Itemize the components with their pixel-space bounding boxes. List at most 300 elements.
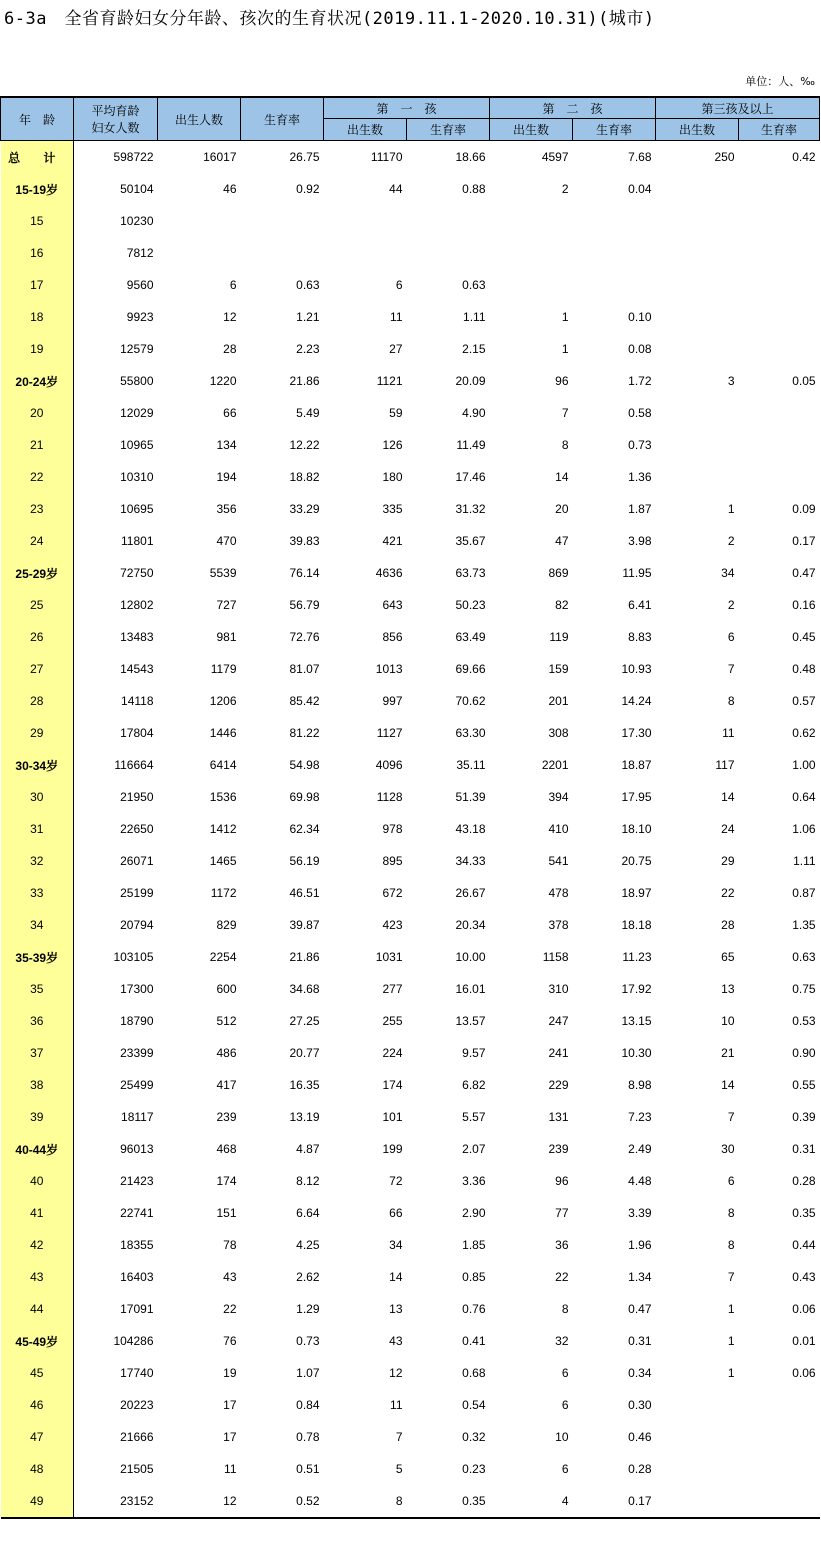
fertility-rate-cell: 81.07 — [289, 662, 320, 676]
births-cell: 46 — [223, 182, 237, 196]
women-count-cell: 21666 — [120, 1430, 154, 1444]
fertility-rate-cell: 5.49 — [296, 406, 320, 420]
header-births: 出生人数 — [158, 97, 241, 141]
third-child-births-cell: 13 — [721, 982, 735, 996]
fertility-rate-cell: 18.82 — [289, 470, 320, 484]
first-child-rate-cell: 0.76 — [462, 1302, 486, 1316]
second-child-births-cell: 239 — [548, 1142, 569, 1156]
second-child-births-cell: 159 — [548, 662, 569, 676]
first-child-births-cell: 4636 — [375, 566, 403, 580]
third-child-births-cell: 250 — [714, 150, 735, 164]
women-count-cell: 9923 — [126, 310, 154, 324]
first-child-births-cell: 8 — [324, 1485, 407, 1518]
first-child-births-cell: 180 — [382, 470, 403, 484]
second-child-births-cell: 14 — [555, 470, 569, 484]
women-count-cell: 96013 — [120, 1142, 154, 1156]
third-child-births-cell: 34 — [721, 566, 735, 580]
women-count-cell: 17300 — [120, 982, 154, 996]
fertility-rate-cell: 4.25 — [296, 1238, 320, 1252]
second-child-rate-cell — [573, 205, 656, 237]
age-cell: 47 — [1, 1421, 74, 1453]
fertility-rate-cell: 12.22 — [289, 438, 320, 452]
second-child-rate-cell: 0.08 — [628, 342, 652, 356]
women-count-cell: 598722 — [113, 150, 154, 164]
age-cell: 25 — [1, 589, 74, 621]
third-child-births-cell: 2 — [727, 534, 735, 548]
table-row — [1, 1101, 820, 1133]
table-row — [1, 1005, 820, 1037]
first-child-rate-cell: 34.33 — [455, 854, 486, 868]
header-first-child: 第 一 孩 — [324, 97, 490, 119]
first-child-births-cell: 59 — [389, 406, 403, 420]
fertility-rate-cell: 6.64 — [296, 1206, 320, 1220]
fertility-rate-cell: 8.12 — [296, 1174, 320, 1188]
table-row — [1, 1197, 820, 1229]
group-row — [1, 749, 820, 781]
fertility-rate-cell: 33.29 — [289, 502, 320, 516]
fertility-rate-cell: 0.52 — [241, 1485, 324, 1518]
table-row — [1, 621, 820, 653]
table-row — [1, 397, 820, 429]
fertility-rate-cell: 1.07 — [296, 1366, 320, 1380]
fertility-rate-cell: 0.73 — [296, 1334, 320, 1348]
table-row — [1, 1453, 820, 1485]
births-cell: 727 — [216, 598, 237, 612]
births-cell: 470 — [216, 534, 237, 548]
age-cell: 45-49岁 — [1, 1325, 74, 1357]
age-cell: 31 — [1, 813, 74, 845]
first-child-births-cell: 643 — [382, 598, 403, 612]
second-child-rate-cell: 1.87 — [628, 502, 652, 516]
women-count-cell: 7812 — [126, 246, 154, 260]
women-count-cell: 14543 — [120, 662, 154, 676]
second-child-rate-cell: 17.95 — [621, 790, 652, 804]
third-child-births-cell: 14 — [721, 1078, 735, 1092]
age-cell: 20 — [1, 397, 74, 429]
age-cell: 45 — [1, 1357, 74, 1389]
women-count-cell: 17091 — [120, 1302, 154, 1316]
third-child-births-cell — [656, 205, 739, 237]
age-cell: 48 — [1, 1453, 74, 1485]
first-child-rate-cell: 31.32 — [455, 502, 486, 516]
page-title: 6-3a 全省育龄妇女分年龄、孩次的生育状况(2019.11.1-2020.10.31)(城市) — [4, 9, 655, 29]
first-child-births-cell: 1127 — [376, 726, 403, 740]
third-child-births-cell — [656, 1421, 739, 1453]
third-child-births-cell: 1 — [727, 1302, 735, 1316]
group-row — [1, 1133, 820, 1165]
age-cell: 26 — [1, 621, 74, 653]
second-child-births-cell: 6 — [561, 1462, 569, 1476]
second-child-births-cell — [490, 237, 573, 269]
third-child-rate-cell: 0.09 — [792, 502, 816, 516]
first-child-births-cell: 34 — [389, 1238, 403, 1252]
age-cell: 24 — [1, 525, 74, 557]
header-avg-women — [74, 97, 158, 141]
third-child-births-cell — [656, 1485, 739, 1518]
table-row — [1, 1261, 820, 1293]
table-row — [1, 653, 820, 685]
second-child-births-cell — [490, 269, 573, 301]
women-count-cell: 23399 — [120, 1046, 154, 1060]
header-third-child: 第三孩及以上 — [656, 97, 820, 119]
first-child-rate-cell: 63.73 — [455, 566, 486, 580]
sub-header-rate: 生育率 — [573, 119, 656, 141]
fertility-rate-cell: 39.87 — [289, 918, 320, 932]
third-child-births-cell — [656, 237, 739, 269]
first-child-rate-cell: 1.85 — [462, 1238, 486, 1252]
first-child-births-cell: 174 — [382, 1078, 403, 1092]
women-count-cell: 104286 — [113, 1334, 154, 1348]
women-count-cell: 21950 — [120, 790, 154, 804]
third-child-births-cell: 3 — [727, 374, 735, 388]
second-child-births-cell: 869 — [548, 566, 569, 580]
third-child-births-cell: 7 — [727, 662, 735, 676]
third-child-births-cell: 10 — [721, 1014, 735, 1028]
women-count-cell: 16403 — [120, 1270, 154, 1284]
fertility-rate-cell: 13.19 — [289, 1110, 320, 1124]
births-cell: 6 — [229, 278, 237, 292]
header-avg-women-line2: 妇女人数 — [91, 121, 140, 135]
third-child-births-cell — [656, 269, 739, 301]
first-child-births-cell: 72 — [389, 1174, 403, 1188]
first-child-rate-cell: 26.67 — [455, 886, 486, 900]
third-child-births-cell: 1 — [727, 1366, 735, 1380]
age-cell: 36 — [1, 1005, 74, 1037]
second-child-births-cell: 1 — [561, 310, 569, 324]
first-child-rate-cell: 20.34 — [455, 918, 486, 932]
first-child-births-cell: 1013 — [375, 662, 403, 676]
second-child-births-cell: 410 — [548, 822, 569, 836]
third-child-rate-cell — [739, 1389, 820, 1421]
fertility-rate-cell: 0.63 — [296, 278, 320, 292]
third-child-rate-cell: 0.87 — [792, 886, 816, 900]
second-child-rate-cell: 7.23 — [628, 1110, 652, 1124]
header-age: 年 龄 — [1, 97, 74, 141]
age-cell: 27 — [1, 653, 74, 685]
group-row — [1, 365, 820, 397]
second-child-rate-cell: 11.95 — [622, 566, 652, 580]
age-cell: 19 — [1, 333, 74, 365]
women-count-cell: 10695 — [120, 502, 154, 516]
third-child-rate-cell: 0.64 — [792, 790, 816, 804]
third-child-births-cell — [656, 1453, 739, 1485]
births-cell: 2254 — [209, 950, 237, 964]
fertility-rate-cell: 4.87 — [296, 1142, 320, 1156]
first-child-rate-cell: 70.62 — [455, 694, 486, 708]
births-cell: 829 — [216, 918, 237, 932]
fertility-rate-cell: 21.86 — [289, 950, 320, 964]
age-cell: 30-34岁 — [1, 749, 74, 781]
first-child-rate-cell: 18.66 — [455, 150, 486, 164]
second-child-rate-cell: 8.83 — [628, 630, 652, 644]
births-cell: 12 — [223, 310, 237, 324]
age-cell: 17 — [1, 269, 74, 301]
second-child-births-cell: 96 — [555, 1174, 569, 1188]
second-child-rate-cell: 17.92 — [621, 982, 652, 996]
births-cell: 22 — [223, 1302, 237, 1316]
second-child-rate-cell: 0.46 — [628, 1430, 652, 1444]
births-cell: 11 — [224, 1462, 237, 1476]
births-cell: 66 — [223, 406, 237, 420]
third-child-births-cell: 30 — [721, 1142, 735, 1156]
second-child-rate-cell: 20.75 — [621, 854, 652, 868]
third-child-rate-cell: 1.35 — [792, 918, 816, 932]
third-child-births-cell — [656, 173, 739, 205]
second-child-births-cell: 241 — [548, 1046, 569, 1060]
age-cell: 42 — [1, 1229, 74, 1261]
third-child-rate-cell: 0.45 — [792, 630, 816, 644]
third-child-rate-cell: 0.06 — [792, 1302, 816, 1316]
age-cell: 22 — [1, 461, 74, 493]
fertility-rate-cell: 1.29 — [296, 1302, 320, 1316]
third-child-rate-cell: 0.39 — [792, 1110, 816, 1124]
first-child-rate-cell: 1.11 — [463, 310, 486, 324]
age-cell: 32 — [1, 845, 74, 877]
fertility-rate-cell: 54.98 — [289, 758, 320, 772]
table-row — [1, 1357, 820, 1389]
fertility-rate-cell: 56.79 — [289, 598, 320, 612]
births-cell: 28 — [223, 342, 237, 356]
third-child-births-cell: 6 — [727, 630, 735, 644]
fertility-rate-cell: 62.34 — [289, 822, 320, 836]
fertility-rate-cell: 81.22 — [289, 726, 320, 740]
first-child-births-cell: 6 — [395, 278, 403, 292]
table-row — [1, 493, 820, 525]
fertility-rate-cell: 0.51 — [296, 1462, 320, 1476]
age-cell: 43 — [1, 1261, 74, 1293]
fertility-rate-cell: 0.92 — [296, 182, 320, 196]
third-child-births-cell: 29 — [721, 854, 735, 868]
second-child-births-cell: 4597 — [541, 150, 569, 164]
births-cell: 6414 — [209, 758, 237, 772]
third-child-rate-cell: 0.43 — [792, 1270, 816, 1284]
second-child-rate-cell: 7.68 — [628, 150, 652, 164]
group-row — [1, 1325, 820, 1357]
table-body — [1, 141, 820, 1519]
second-child-births-cell: 2 — [561, 182, 569, 196]
third-child-births-cell — [656, 301, 739, 333]
third-child-births-cell: 1 — [727, 502, 735, 516]
first-child-rate-cell: 5.57 — [462, 1110, 486, 1124]
first-child-rate-cell: 2.90 — [462, 1206, 486, 1220]
third-child-rate-cell — [739, 1453, 820, 1485]
births-cell: 1179 — [210, 662, 237, 676]
second-child-births-cell: 32 — [555, 1334, 569, 1348]
table-row — [1, 1389, 820, 1421]
first-child-rate-cell: 63.49 — [455, 630, 486, 644]
third-child-rate-cell: 1.11 — [793, 854, 816, 868]
births-cell: 19 — [223, 1366, 237, 1380]
third-child-rate-cell: 0.05 — [792, 374, 816, 388]
first-child-births-cell: 423 — [382, 918, 403, 932]
first-child-births-cell: 895 — [382, 854, 403, 868]
second-child-births-cell: 394 — [548, 790, 569, 804]
first-child-births-cell: 672 — [382, 886, 403, 900]
births-cell: 1412 — [209, 822, 237, 836]
sub-header-rate: 生育率 — [407, 119, 490, 141]
first-child-births-cell: 126 — [382, 438, 403, 452]
second-child-rate-cell: 1.72 — [628, 374, 652, 388]
sub-header-births: 出生数 — [656, 119, 739, 141]
third-child-births-cell: 28 — [721, 918, 735, 932]
third-child-rate-cell: 0.62 — [792, 726, 816, 740]
age-cell: 46 — [1, 1389, 74, 1421]
second-child-births-cell: 7 — [561, 406, 569, 420]
first-child-rate-cell: 6.82 — [462, 1078, 486, 1092]
births-cell: 486 — [216, 1046, 237, 1060]
births-cell: 76 — [223, 1334, 237, 1348]
second-child-births-cell: 478 — [548, 886, 569, 900]
first-child-rate-cell: 63.30 — [455, 726, 486, 740]
women-count-cell: 72750 — [120, 566, 154, 580]
fertility-table — [0, 96, 820, 1519]
second-child-births-cell — [490, 205, 573, 237]
first-child-births-cell: 335 — [382, 502, 403, 516]
first-child-rate-cell: 0.35 — [407, 1485, 490, 1518]
first-child-births-cell: 11 — [390, 310, 403, 324]
first-child-rate-cell: 11.49 — [456, 438, 486, 452]
second-child-births-cell: 1158 — [542, 950, 569, 964]
births-cell: 1172 — [210, 886, 237, 900]
table-row — [1, 1229, 820, 1261]
women-count-cell: 116664 — [114, 758, 154, 772]
first-child-births-cell: 1121 — [376, 374, 403, 388]
second-child-rate-cell: 10.93 — [621, 662, 652, 676]
age-cell: 23 — [1, 493, 74, 525]
second-child-rate-cell: 3.98 — [628, 534, 652, 548]
first-child-rate-cell: 4.90 — [462, 406, 486, 420]
fertility-rate-cell: 20.77 — [289, 1046, 320, 1060]
age-cell: 44 — [1, 1293, 74, 1325]
second-child-births-cell: 8 — [561, 438, 569, 452]
fertility-rate-cell: 0.84 — [296, 1398, 320, 1412]
women-count-cell: 12029 — [120, 406, 154, 420]
fertility-rate-cell: 2.62 — [296, 1270, 320, 1284]
second-child-rate-cell: 14.24 — [621, 694, 652, 708]
first-child-births-cell: 997 — [382, 694, 403, 708]
second-child-births-cell: 378 — [548, 918, 569, 932]
third-child-births-cell: 1 — [727, 1334, 735, 1348]
women-count-cell: 55800 — [120, 374, 154, 388]
women-count-cell: 10965 — [120, 438, 154, 452]
fertility-rate-cell: 0.78 — [296, 1430, 320, 1444]
third-child-births-cell: 7 — [727, 1270, 735, 1284]
first-child-rate-cell: 20.09 — [455, 374, 486, 388]
first-child-rate-cell: 0.54 — [462, 1398, 486, 1412]
second-child-births-cell: 247 — [548, 1014, 569, 1028]
second-child-rate-cell: 0.34 — [628, 1366, 652, 1380]
table-row — [1, 1485, 820, 1518]
first-child-rate-cell: 0.88 — [462, 182, 486, 196]
second-child-rate-cell — [573, 269, 656, 301]
third-child-rate-cell — [739, 269, 820, 301]
table-row — [1, 1293, 820, 1325]
third-child-births-cell: 8 — [727, 694, 735, 708]
second-child-births-cell: 77 — [555, 1206, 569, 1220]
third-child-rate-cell: 0.57 — [792, 694, 816, 708]
first-child-rate-cell: 10.00 — [455, 950, 486, 964]
births-cell — [158, 237, 241, 269]
first-child-births-cell: 224 — [382, 1046, 403, 1060]
births-cell: 600 — [216, 982, 237, 996]
table-row — [1, 845, 820, 877]
fertility-rate-cell: 34.68 — [289, 982, 320, 996]
first-child-rate-cell: 3.36 — [462, 1174, 486, 1188]
women-count-cell: 25199 — [120, 886, 154, 900]
third-child-births-cell — [656, 333, 739, 365]
second-child-rate-cell: 10.30 — [621, 1046, 652, 1060]
first-child-births-cell: 5 — [395, 1462, 403, 1476]
births-cell: 1206 — [209, 694, 237, 708]
first-child-rate-cell: 0.68 — [462, 1366, 486, 1380]
second-child-births-cell: 8 — [561, 1302, 569, 1316]
table-row — [1, 685, 820, 717]
women-count-cell: 21505 — [120, 1462, 154, 1476]
second-child-births-cell: 119 — [549, 630, 569, 644]
header-avg-women-line1: 平均育龄 — [91, 104, 140, 118]
fertility-rate-cell: 21.86 — [289, 374, 320, 388]
age-cell: 35 — [1, 973, 74, 1005]
women-count-cell: 21423 — [120, 1174, 154, 1188]
table-row — [1, 909, 820, 941]
women-count-cell: 9560 — [126, 278, 154, 292]
second-child-births-cell: 4 — [490, 1485, 573, 1518]
women-count-cell: 12802 — [120, 598, 154, 612]
table-row — [1, 461, 820, 493]
third-child-rate-cell — [739, 173, 820, 205]
table-row — [1, 1165, 820, 1197]
second-child-rate-cell: 1.36 — [628, 470, 652, 484]
third-child-rate-cell: 0.63 — [792, 950, 816, 964]
third-child-rate-cell: 0.48 — [792, 662, 816, 676]
first-child-births-cell: 1031 — [375, 950, 403, 964]
births-cell: 356 — [216, 502, 237, 516]
first-child-rate-cell: 0.41 — [462, 1334, 486, 1348]
third-child-rate-cell: 0.28 — [792, 1174, 816, 1188]
third-child-rate-cell: 0.06 — [792, 1366, 816, 1380]
first-child-rate-cell: 35.67 — [455, 534, 486, 548]
second-child-births-cell: 2201 — [541, 758, 569, 772]
first-child-births-cell: 101 — [382, 1110, 403, 1124]
second-child-rate-cell: 0.58 — [628, 406, 652, 420]
age-cell: 49 — [1, 1485, 74, 1518]
births-cell: 194 — [216, 470, 237, 484]
age-cell: 16 — [1, 237, 74, 269]
fertility-rate-cell: 2.23 — [296, 342, 320, 356]
third-child-births-cell: 7 — [727, 1110, 735, 1124]
women-count-cell: 12579 — [120, 342, 154, 356]
women-count-cell: 50104 — [120, 182, 154, 196]
third-child-rate-cell: 0.17 — [792, 534, 816, 548]
births-cell: 239 — [216, 1110, 237, 1124]
first-child-births-cell: 978 — [382, 822, 403, 836]
first-child-rate-cell — [407, 205, 490, 237]
table-row — [1, 1069, 820, 1101]
age-cell: 41 — [1, 1197, 74, 1229]
third-child-rate-cell: 0.90 — [792, 1046, 816, 1060]
second-child-rate-cell: 0.17 — [573, 1485, 656, 1518]
births-cell: 17 — [223, 1398, 237, 1412]
first-child-births-cell: 14 — [389, 1270, 403, 1284]
women-count-cell: 22741 — [120, 1206, 154, 1220]
table-row — [1, 589, 820, 621]
fertility-rate-cell: 26.75 — [289, 150, 320, 164]
first-child-births-cell: 255 — [382, 1014, 403, 1028]
third-child-births-cell: 6 — [727, 1174, 735, 1188]
third-child-rate-cell — [739, 205, 820, 237]
first-child-rate-cell: 0.32 — [462, 1430, 486, 1444]
second-child-rate-cell: 2.49 — [628, 1142, 652, 1156]
